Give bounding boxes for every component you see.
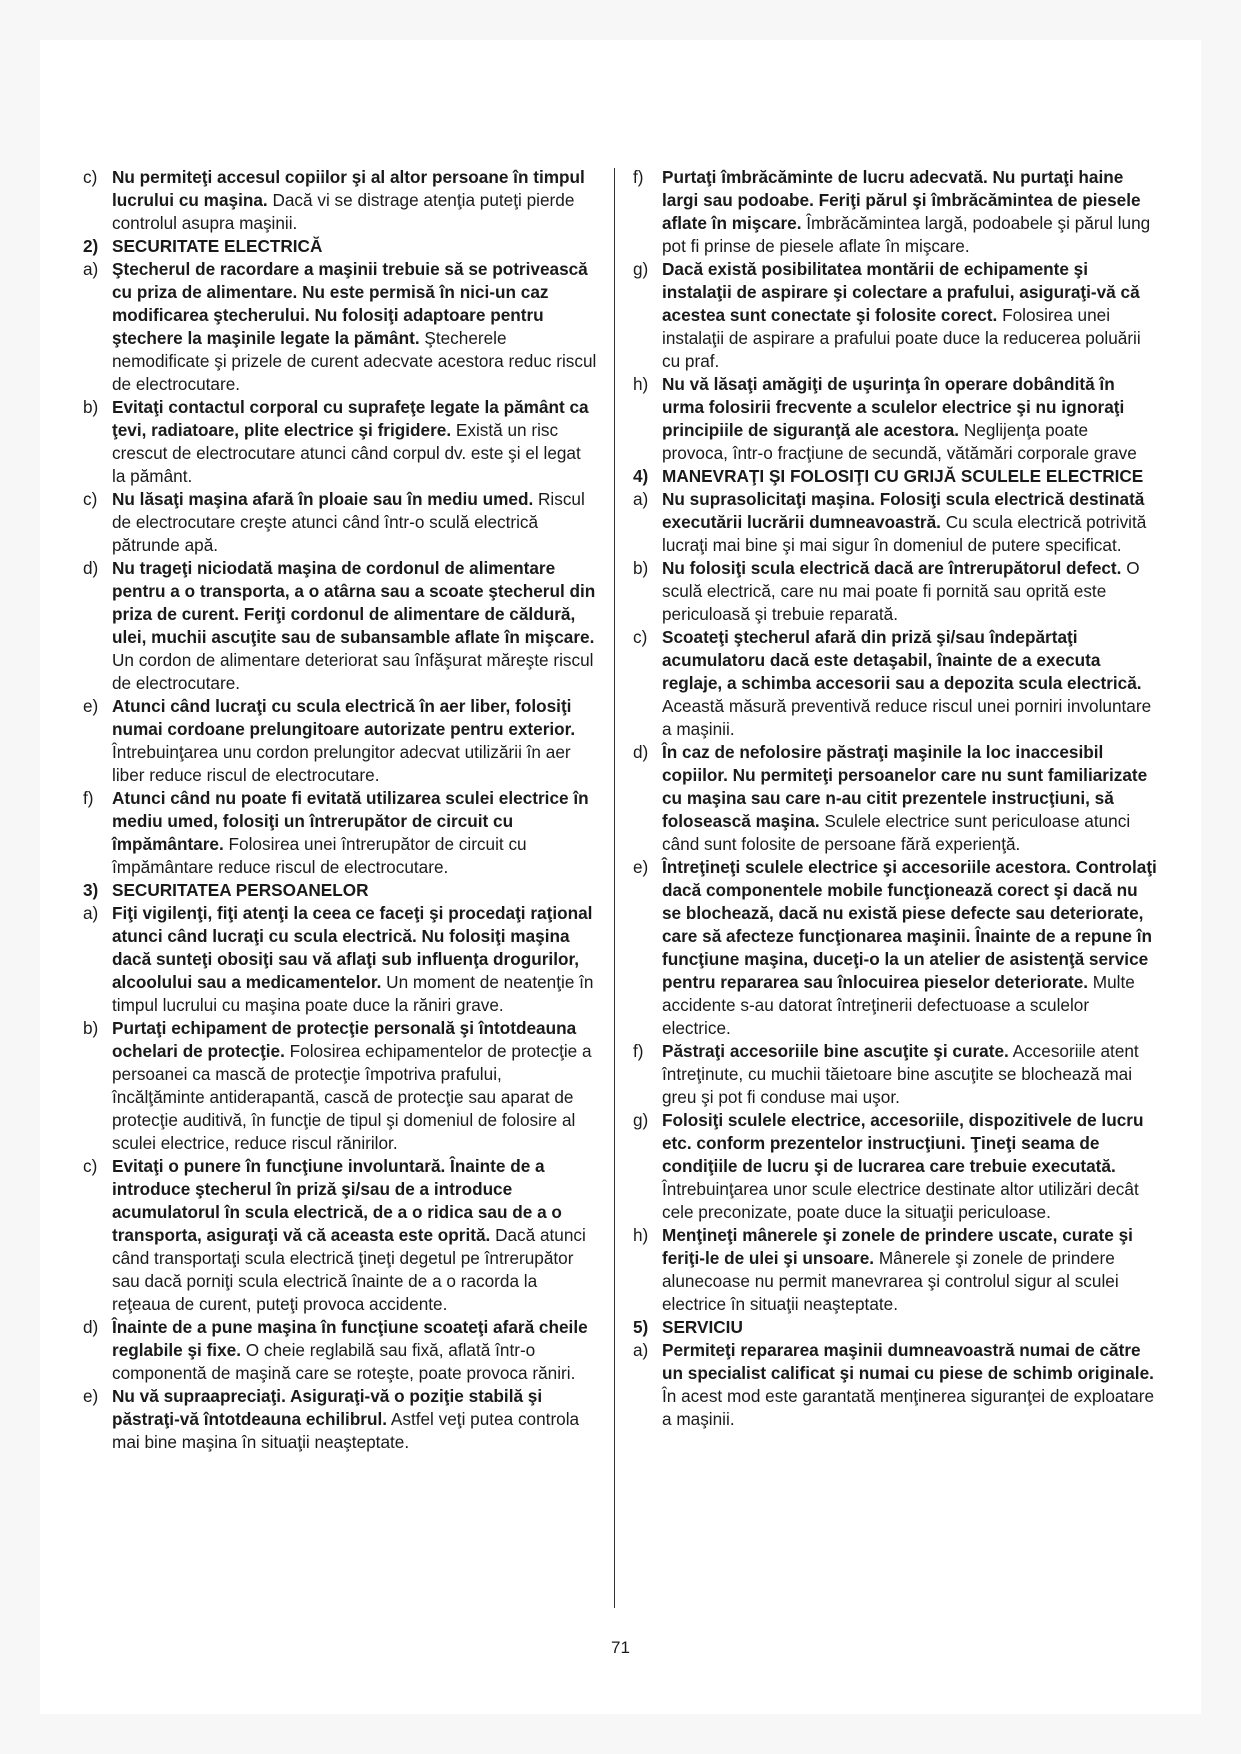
instruction-item bbox=[80, 396, 598, 488]
instruction-item bbox=[80, 695, 598, 787]
item-bold-text: Purtaţi echipament de protecţie personală şi întotdeauna ochelari de protecţie. bbox=[112, 1018, 577, 1061]
item-label: f) bbox=[633, 1041, 644, 1061]
instruction-item bbox=[80, 1316, 598, 1385]
instruction-item bbox=[80, 258, 598, 396]
item-body-text: În acest mod este garantată menţinerea siguranţei de exploatare a maşinii. bbox=[662, 1386, 1155, 1429]
item-label: a) bbox=[83, 259, 99, 279]
item-label: h) bbox=[633, 374, 649, 394]
instruction-item bbox=[80, 787, 598, 879]
item-bold-text: Înainte de a pune maşina în funcţiune scoateţi afară cheile reglabile şi fixe. bbox=[112, 1317, 588, 1360]
item-body-text: O sculă electrică, care nu mai poate fi pornită sau oprită este periculoasă şi trebuie reparată. bbox=[662, 558, 1140, 624]
item-bold-text: Fiţi vigilenţi, fiţi atenţi la ceea ce faceţi şi procedaţi raţional atunci când lucraţi cu scula electrică. Nu folosiţi maşina dacă sunteţi obosiţi sau vă aflaţi sub influenţa drogurilor, alcoolului sau a medicamentelor. bbox=[112, 903, 593, 992]
item-label: 3) bbox=[83, 880, 99, 900]
instruction-item bbox=[80, 1385, 598, 1454]
item-body-text: Această măsură preventivă reduce riscul unei porniri involuntare a maşinii. bbox=[662, 696, 1152, 739]
item-label: d) bbox=[83, 558, 99, 578]
item-label: d) bbox=[633, 742, 649, 762]
instruction-item bbox=[80, 557, 598, 695]
item-bold-text: Nu vă supraapreciaţi. Asiguraţi-vă o poziţie stabilă şi păstraţi-vă întotdeauna echilibrul. bbox=[112, 1386, 543, 1429]
instruction-item bbox=[630, 1109, 1158, 1224]
left-column bbox=[80, 166, 598, 1454]
item-bold-text: Nu folosiţi scula electrică dacă are întrerupătorul defect. bbox=[662, 558, 1122, 578]
section-heading bbox=[630, 1316, 1158, 1339]
item-label: 4) bbox=[633, 466, 649, 486]
instruction-item bbox=[630, 373, 1158, 465]
item-label: h) bbox=[633, 1225, 649, 1245]
item-label: e) bbox=[83, 1386, 99, 1406]
item-label: e) bbox=[633, 857, 649, 877]
item-bold-text: Purtaţi îmbrăcăminte de lucru adecvată. Nu purtaţi haine largi sau podoabe. Feriţi părul şi îmbrăcămintea de piesele aflate în mişcare. bbox=[662, 167, 1141, 233]
item-body-text: Sculele electrice sunt periculoase atunci când sunt folosite de persoane fără experienţă. bbox=[662, 811, 1131, 854]
item-bold-text: Evitaţi o punere în funcţiune involuntară. Înainte de a introduce ştecherul în priză şi/sau de a introduce acumulatorul în scula electrică, de a o ridica sau de a o transporta, asiguraţi vă că aceasta este oprită. bbox=[112, 1156, 562, 1245]
item-bold-text: Întreţineţi sculele electrice şi accesoriile acestora. Controlaţi dacă componentele mobile funcţionează corect şi dacă nu se blochează, dacă nu există piese defecte sau deteriorate, care să afecteze funcţionarea maşinii. Înainte de a repune în funcţiune maşina, duceţi-o la un atelier de asistenţă service pentru repararea sau înlocuirea pieselor deteriorate. bbox=[662, 857, 1157, 992]
instruction-item bbox=[630, 1339, 1158, 1431]
section-title: SECURITATEA PERSOANELOR bbox=[112, 880, 369, 900]
item-label: c) bbox=[633, 627, 648, 647]
column-divider bbox=[614, 168, 615, 1608]
item-label: d) bbox=[83, 1317, 99, 1337]
item-bold-text: Nu permiteţi accesul copiilor şi al altor persoane în timpul lucrului cu maşina. bbox=[112, 167, 585, 210]
item-label: a) bbox=[633, 489, 649, 509]
item-body-text: Întrebuinţarea unu cordon prelungitor adecvat utilizării în aer liber reduce riscul de electrocutare. bbox=[112, 742, 571, 785]
item-label: f) bbox=[633, 167, 644, 187]
item-label: f) bbox=[83, 788, 94, 808]
item-bold-text: Permiteţi repararea maşinii dumneavoastră numai de către un specialist calificat şi numai cu piese de schimb originale. bbox=[662, 1340, 1154, 1383]
instruction-item bbox=[80, 166, 598, 235]
item-bold-text: Ştecherul de racordare a maşinii trebuie să se potrivească cu priza de alimentare. Nu este permisă în nici-un caz modificarea ştecherului. Nu folosiţi adaptoare pentru ştechere la maşinile legate la pământ. bbox=[112, 259, 588, 348]
item-bold-text: Păstraţi accesoriile bine ascuţite şi curate. bbox=[662, 1041, 1009, 1061]
instruction-item bbox=[630, 856, 1158, 1040]
item-body-text: Folosirea unei instalaţii de aspirare a prafului poate duce la reducerea poluării cu praf. bbox=[662, 305, 1141, 371]
item-body-text: Mânerele şi zonele de prindere alunecoase nu permit manevrarea şi controlul sigur al sculei electrice în situaţii neaşteptate. bbox=[662, 1248, 1119, 1314]
item-label: c) bbox=[83, 1156, 98, 1176]
item-bold-text: Scoateţi ştecherul afară din priză şi/sau îndepărtaţi acumulatoru dacă este detaşabil, înainte de a executa reglaje, a schimba accesorii sau a depozita scula electrică. bbox=[662, 627, 1142, 693]
instruction-item bbox=[80, 1155, 598, 1316]
item-bold-text: Menţineţi mânerele şi zonele de prindere uscate, curate şi feriţi-le de ulei şi unsoare. bbox=[662, 1225, 1133, 1268]
item-label: c) bbox=[83, 167, 98, 187]
item-label: b) bbox=[633, 558, 649, 578]
instruction-item bbox=[630, 557, 1158, 626]
section-title: SERVICIU bbox=[662, 1317, 743, 1337]
item-label: a) bbox=[83, 903, 99, 923]
section-heading bbox=[80, 235, 598, 258]
item-label: b) bbox=[83, 397, 99, 417]
item-body-text: Accesoriile atent întreţinute, cu muchii tăietoare bine ascuţite se blochează mai greu şi pot fi conduse mai uşor. bbox=[662, 1041, 1139, 1107]
section-heading bbox=[630, 465, 1158, 488]
item-bold-text: În caz de nefolosire păstraţi maşinile la loc inaccesibil copiilor. Nu permiteţi persoanelor care nu sunt familiarizate cu maşina sau care n-au citit prezentele instrucţiuni, să folosească maşina. bbox=[662, 742, 1148, 831]
instruction-item bbox=[80, 902, 598, 1017]
instruction-item bbox=[630, 488, 1158, 557]
section-title: MANEVRAŢI ŞI FOLOSIŢI CU GRIJĂ SCULELE ELECTRICE bbox=[662, 466, 1144, 486]
item-bold-text: Atunci când nu poate fi evitată utilizarea sculei electrice în mediu umed, folosiţi un întrerupător de circuit cu împământare. bbox=[112, 788, 589, 854]
item-body-text: Riscul de electrocutare creşte atunci când într-o sculă electrică pătrunde apă. bbox=[112, 489, 585, 555]
item-body-text: Dacă vi se distrage atenţia puteţi pierde controlul asupra maşinii. bbox=[112, 190, 575, 233]
section-title: SECURITATE ELECTRICĂ bbox=[112, 236, 323, 256]
instruction-item bbox=[630, 258, 1158, 373]
item-bold-text: Atunci când lucraţi cu scula electrică în aer liber, folosiţi numai cordoane prelungitoare autorizate pentru exterior. bbox=[112, 696, 576, 739]
item-body-text: Neglijenţa poate provoca, într-o fracţiune de secundă, vătămări corporale grave bbox=[662, 420, 1137, 463]
item-bold-text: Evitaţi contactul corporal cu suprafeţe legate la pământ ca ţevi, radiatoare, plite electrice şi frigidere. bbox=[112, 397, 589, 440]
item-bold-text: Folosiţi sculele electrice, accesoriile, dispozitivele de lucru etc. conform prezentelor instrucţiuni. Ţineţi seama de condiţiile de lucru şi de lucrarea care trebuie executată. bbox=[662, 1110, 1144, 1176]
instruction-item bbox=[630, 626, 1158, 741]
item-label: b) bbox=[83, 1018, 99, 1038]
instruction-item bbox=[80, 488, 598, 557]
item-body-text: Folosirea echipamentelor de protecţie a persoanei ca mască de protecţie împotriva prafului, încălţăminte antiderapantă, cască de protecţie sau aparat de protecţie auditivă, în funcţie de tipul şi domeniul de folosire al sculei electrice, reduce riscul rănirilor. bbox=[112, 1041, 592, 1153]
item-body-text: Multe accidente s-au datorat întreţinerii defectuoase a sculelor electrice. bbox=[662, 972, 1135, 1038]
item-body-text: Există un risc crescut de electrocutare atunci când corpul dv. este şi el legat la pământ. bbox=[112, 420, 581, 486]
instruction-item bbox=[630, 1040, 1158, 1109]
item-body-text: Întrebuinţarea unor scule electrice destinate altor utilizări decât cele preconizate, poate duce la situaţii periculoase. bbox=[662, 1179, 1139, 1222]
item-label: g) bbox=[633, 1110, 649, 1130]
item-bold-text: Dacă există posibilitatea montării de echipamente şi instalaţii de aspirare şi colectare a prafului, asiguraţi-vă că acestea sunt conectate şi folosite corect. bbox=[662, 259, 1140, 325]
item-body-text: Un cordon de alimentare deteriorat sau înfăşurat măreşte riscul de electrocutare. bbox=[112, 650, 594, 693]
item-bold-text: Nu trageţi niciodată maşina de cordonul de alimentare pentru a o transporta, a o atârna sau a scoate ştecherul din priza de curent. Feriţi cordonul de alimentare de căldură, ulei, muchii ascuţite sau de subansamble aflate în mişcare. bbox=[112, 558, 596, 647]
item-body-text: Astfel veţi putea controla mai bine maşina în situaţii neaşteptate. bbox=[112, 1409, 580, 1452]
item-body-text: Cu scula electrică potrivită lucraţi mai bine şi mai sigur în domeniul de putere specificat. bbox=[662, 512, 1147, 555]
item-label: 5) bbox=[633, 1317, 649, 1337]
right-column bbox=[630, 166, 1158, 1431]
instruction-item bbox=[630, 1224, 1158, 1316]
section-heading bbox=[80, 879, 598, 902]
item-label: 2) bbox=[83, 236, 99, 256]
item-label: e) bbox=[83, 696, 99, 716]
item-body-text: Ştecherele nemodificate şi prizele de curent adecvate acestora reduc riscul de electrocutare. bbox=[112, 328, 597, 394]
item-body-text: Dacă atunci când transportaţi scula electrică ţineţi degetul pe întrerupător sau dacă porniţi scula electrică înainte de a o racorda la reţeaua de curent, puteţi provoca accidente. bbox=[112, 1225, 586, 1314]
instruction-item bbox=[630, 741, 1158, 856]
item-body-text: Îmbrăcămintea largă, podoabele şi părul lung pot fi prinse de piesele aflate în mişcare. bbox=[662, 213, 1151, 256]
instruction-item bbox=[80, 1017, 598, 1155]
page-number: 71 bbox=[611, 1638, 630, 1657]
item-body-text: Folosirea unei întrerupător de circuit cu împământare reduce riscul de electrocutare. bbox=[112, 834, 527, 877]
item-bold-text: Nu vă lăsaţi amăgiţi de uşurinţa în operare dobândită în urma folosirii frecvente a sculelor electrice şi nu ignoraţi principiile de siguranţă ale acestora. bbox=[662, 374, 1125, 440]
item-label: a) bbox=[633, 1340, 649, 1360]
item-bold-text: Nu suprasolicitaţi maşina. Folosiţi scula electrică destinată executării lucrării dumneavoastră. bbox=[662, 489, 1145, 532]
item-bold-text: Nu lăsaţi maşina afară în ploaie sau în mediu umed. bbox=[112, 489, 534, 509]
item-body-text: O cheie reglabilă sau fixă, aflată într-o componentă de maşină care se roteşte, poate provoca răniri. bbox=[112, 1340, 576, 1383]
instruction-item bbox=[630, 166, 1158, 258]
item-label: g) bbox=[633, 259, 649, 279]
item-label: c) bbox=[83, 489, 98, 509]
item-body-text: Un moment de neatenţie în timpul lucrului cu maşina poate duce la răniri grave. bbox=[112, 972, 594, 1015]
